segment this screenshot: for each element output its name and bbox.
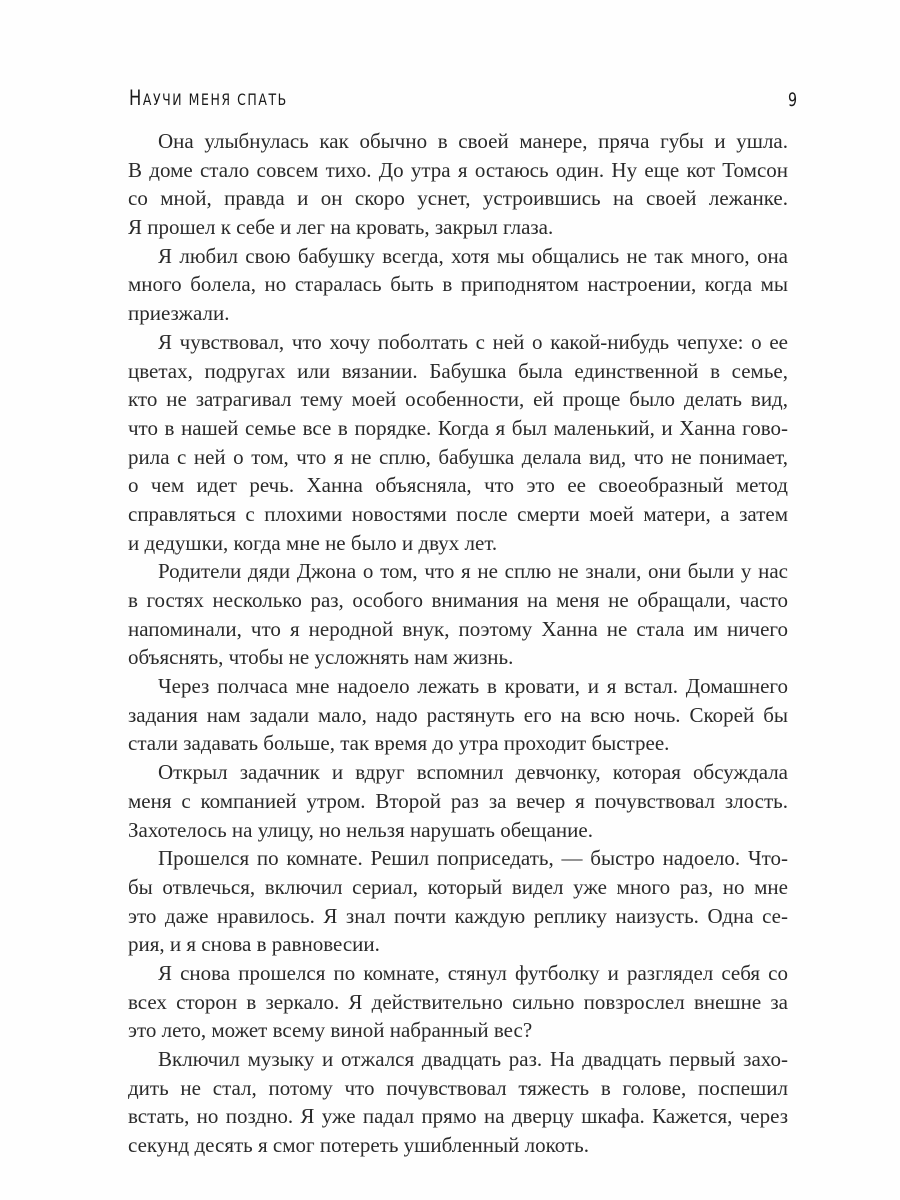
paragraph (128, 127, 788, 242)
page-number: 9 (787, 89, 797, 111)
text-line: о чем идет речь. Ханна объясняла, что это ее своеобразный метод (128, 473, 788, 498)
text-line: в гостях несколько раз, особого внимания на меня не обращали, часто (128, 588, 788, 612)
text-line: справляться с плохими новостями после смерти моей матери, а затем (128, 501, 788, 526)
paragraph (128, 1045, 788, 1160)
paragraph (128, 959, 788, 1045)
text-line: Захотелось на улицу, но нельзя нарушать обещание. (128, 817, 593, 842)
paragraph (128, 672, 788, 758)
text-line: дить не стал, потому что почувствовал тяжесть в голове, поспешил (128, 1075, 788, 1100)
text-line: это лето, может всему виной набранный вес? (128, 1018, 533, 1043)
paragraph (128, 758, 788, 844)
text-line: цветах, подругах или вязании. Бабушка была единственной в семье, (128, 358, 788, 383)
text-line: что в нашей семье все в порядке. Когда я был маленький, и Ханна гово- (128, 415, 788, 440)
text-line: Я любил свою бабушку всегда, хотя мы общались не так много, она (158, 243, 788, 268)
text-line: со мной, правда и он скоро уснет, устроившись на своей лежанке. (128, 186, 788, 211)
text-line: бы отвлечься, включил сериал, который видел уже много раз, но мне (128, 874, 788, 899)
text-line: Я прошел к себе и лег на кровать, закрыл глаза. (128, 215, 554, 240)
text-line: меня с компанией утром. Второй раз за вечер я почувствовал злость. (128, 788, 788, 813)
text-line: приезжали. (128, 301, 230, 326)
paragraph (128, 328, 788, 558)
text-line: напоминали, что я неродной внук, поэтому Ханна не стала им ничего (128, 616, 788, 641)
text-line: рия, и я снова в равновесии. (128, 932, 380, 957)
paragraph (128, 242, 788, 328)
text-line: и дедушки, когда мне не было и двух лет. (128, 530, 498, 555)
running-head (129, 84, 797, 110)
paragraph (128, 844, 788, 959)
text-line: это даже нравилось. Я знал почти каждую реплику наизусть. Одна се- (128, 903, 788, 928)
running-title: НАУЧИ МЕНЯ СПАТЬ (129, 86, 288, 110)
text-line: Она улыбнулась как обычно в своей манере, пряча губы и ушла. (158, 129, 788, 153)
text-line: Включил музыку и отжался двадцать раз. На двадцать первый захо- (158, 1047, 788, 1071)
text-line: стали задавать больше, так время до утра проходит быстрее. (128, 731, 670, 756)
text-line: объяснять, чтобы не усложнять нам жизнь. (128, 645, 514, 670)
text-line: Я снова прошелся по комнате, стянул футболку и разглядел себя со (158, 960, 788, 985)
text-line: встать, но поздно. Я уже падал прямо на дверцу шкафа. Кажется, через (128, 1104, 788, 1129)
text-line: Родители дяди Джона о том, что я не сплю не знали, они были у нас (158, 559, 788, 584)
text-line: Открыл задачник и вдруг вспомнил девчонку, которая обсуждала (158, 760, 788, 785)
text-line: много болела, но старалась быть в приподнятом настроении, когда мы (128, 272, 788, 297)
text-line: задания нам задали мало, надо растянуть его на всю ночь. Скорей бы (128, 702, 788, 727)
body-text (128, 127, 788, 1160)
text-line: Прошелся по комнате. Решил поприседать, — быстро надоело. Что- (158, 846, 788, 871)
text-line: всех сторон в зеркало. Я действительно сильно повзрослел внешне за (128, 989, 788, 1014)
text-line: кто не затрагивал тему моей особенности, ей проще было делать вид, (128, 387, 788, 412)
text-line: Я чувствовал, что хочу поболтать с ней о какой-нибудь чепухе: о ее (158, 329, 788, 354)
text-line: В доме стало совсем тихо. До утра я остаюсь один. Ну еще кот Томсон (128, 157, 788, 182)
text-line: Через полчаса мне надоело лежать в кровати, и я встал. Домашнего (158, 674, 788, 699)
text-line: рила с ней о том, что я не сплю, бабушка делала вид, что не понимает, (128, 444, 788, 469)
paragraph (128, 557, 788, 672)
text-line: секунд десять я смог потереть ушибленный локоть. (128, 1133, 589, 1158)
